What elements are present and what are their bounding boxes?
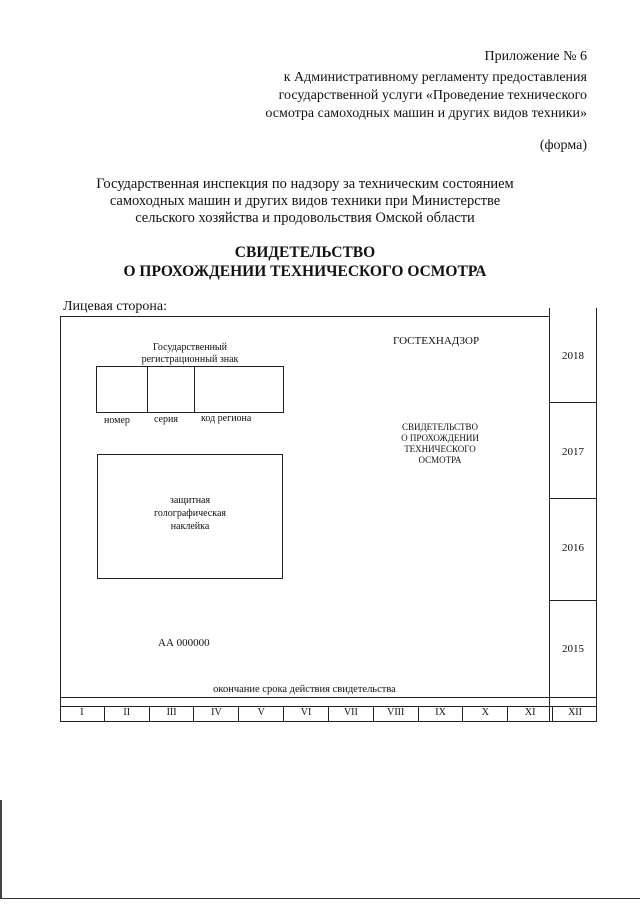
frame-right-line: [596, 308, 597, 722]
plate-field-number: номер: [104, 415, 130, 426]
month-cell: IX: [418, 706, 463, 722]
month-cell: XI: [507, 706, 552, 722]
month-cell: IV: [193, 706, 238, 722]
organization-line-2: самоходных машин и других видов техники при Министерстве: [109, 193, 501, 209]
plate-cell-divider: [194, 367, 195, 413]
plate-cell-divider: [147, 367, 148, 413]
agency-name: ГОСТЕХНАДЗОР: [393, 335, 480, 347]
inner-certificate-title: [388, 422, 492, 466]
hologram-line-2: голографическая: [154, 508, 226, 519]
inner-title-line-3: ТЕХНИЧЕСКОГО: [404, 444, 476, 454]
inner-title-line-1: СВИДЕТЕЛЬСТВО: [401, 422, 479, 432]
organization-line-1: Государственная инспекция по надзору за техническим состоянием: [96, 176, 514, 192]
appendix-line-3: осмотра самоходных машин и других видов техники»: [265, 106, 587, 121]
organization-line-3: сельского хозяйства и продовольствия Омской области: [135, 210, 475, 226]
year-separator: [550, 402, 596, 403]
year-2015: 2015: [562, 643, 584, 655]
hologram-line-3: наклейка: [170, 521, 210, 532]
month-cell: II: [104, 706, 149, 722]
year-separator: [550, 600, 596, 601]
month-cell: XII: [552, 706, 597, 722]
page-bottom-line: [0, 898, 640, 899]
form-label: (форма): [539, 138, 587, 153]
document-title-line-1: СВИДЕТЕЛЬСТВО: [234, 244, 376, 261]
month-cell: V: [238, 706, 283, 722]
month-cell: I: [80, 707, 84, 718]
inner-title-line-4: ОСМОТРА: [418, 455, 462, 465]
plate-caption-line-1: Государственный: [152, 342, 228, 353]
months-row: [60, 706, 597, 722]
year-2017: 2017: [562, 446, 584, 458]
expiry-caption: окончание срока действия свидетельства: [213, 684, 396, 695]
frame-divider-line: [549, 308, 550, 722]
document-title-line-2: О ПРОХОЖДЕНИИ ТЕХНИЧЕСКОГО ОСМОТРА: [123, 263, 487, 280]
frame-left-line: [60, 316, 61, 722]
plate-caption-line-2: регистрационный знак: [141, 354, 239, 365]
plate-field-series: серия: [154, 414, 178, 425]
plate-caption: [96, 342, 284, 366]
document-title: [0, 243, 640, 281]
hologram-line-1: защитная: [169, 495, 211, 506]
frame-top-line: [60, 316, 549, 317]
appendix-number: Приложение № 6: [484, 49, 587, 64]
page-left-edge-mark: [0, 800, 2, 898]
serial-number: АА 000000: [158, 637, 210, 649]
hologram-sticker-label: [97, 494, 283, 533]
appendix-line-2: государственной услуги «Проведение технического: [278, 88, 587, 103]
month-cell: X: [462, 706, 507, 722]
month-cell: III: [149, 706, 194, 722]
month-cell: VII: [328, 706, 373, 722]
year-separator: [550, 498, 596, 499]
year-2016: 2016: [562, 542, 584, 554]
plate-field-region-code: код региона: [201, 413, 252, 424]
year-2018: 2018: [562, 350, 584, 362]
registration-plate-box: [96, 366, 284, 413]
frame-bottom-line: [60, 697, 597, 698]
organization-name: [0, 176, 640, 227]
front-side-label: Лицевая сторона:: [63, 299, 168, 314]
inner-title-line-2: О ПРОХОЖДЕНИИ: [401, 433, 479, 443]
month-cell: VIII: [373, 706, 418, 722]
appendix-line-1: к Административному регламенту предоставления: [283, 70, 587, 85]
month-cell: VI: [283, 706, 328, 722]
